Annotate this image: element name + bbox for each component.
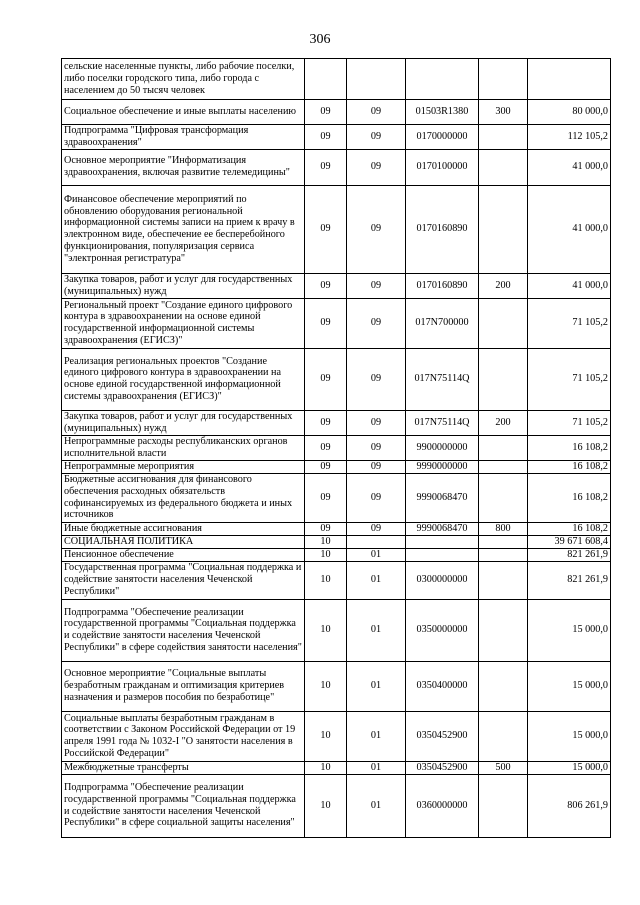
cell-c4: 017N75114Q <box>406 410 479 435</box>
cell-amount: 821 261,9 <box>528 548 611 561</box>
cell-c2: 09 <box>305 273 347 298</box>
cell-c3: 09 <box>347 125 406 150</box>
cell-amount: 15 000,0 <box>528 661 611 711</box>
budget-table <box>61 58 611 838</box>
table-row <box>62 774 611 837</box>
cell-c3: 09 <box>347 149 406 185</box>
cell-name: Реализация региональных проектов "Создание единого цифрового контура в здравоохранении на основе единой государственной информационной системы здравоохранения (ЕГИСЗ)" <box>62 348 305 410</box>
cell-c4: 0350452900 <box>406 711 479 761</box>
cell-c4 <box>406 535 479 548</box>
table-row <box>62 298 611 348</box>
page-number: 306 <box>309 32 331 47</box>
cell-amount: 806 261,9 <box>528 774 611 837</box>
cell-c4: 0170160890 <box>406 185 479 273</box>
cell-c4: 0300000000 <box>406 561 479 599</box>
cell-c5: 800 <box>479 522 528 535</box>
table-row <box>62 599 611 661</box>
cell-c2: 10 <box>305 548 347 561</box>
table-row <box>62 561 611 599</box>
cell-c4: 9990068470 <box>406 522 479 535</box>
cell-c4: 017N700000 <box>406 298 479 348</box>
cell-amount: 15 000,0 <box>528 711 611 761</box>
cell-c5 <box>479 149 528 185</box>
cell-c3: 01 <box>347 761 406 774</box>
cell-c2: 10 <box>305 761 347 774</box>
table-row <box>62 185 611 273</box>
cell-name: Региональный проект "Создание единого цифрового контура в здравоохранении на основе единой государственной информационной системы здравоохранения (ЕГИСЗ)" <box>62 298 305 348</box>
budget-table-body <box>62 59 611 838</box>
cell-c2: 10 <box>305 561 347 599</box>
cell-name: Основное мероприятие "Информатизация здравоохранения, включая развитие телемедицины" <box>62 149 305 185</box>
cell-c5 <box>479 460 528 473</box>
cell-c4: 0170100000 <box>406 149 479 185</box>
cell-c5: 200 <box>479 273 528 298</box>
cell-c3: 01 <box>347 711 406 761</box>
cell-c5 <box>479 185 528 273</box>
cell-amount: 16 108,2 <box>528 473 611 522</box>
cell-c3: 09 <box>347 273 406 298</box>
cell-c4: 9900000000 <box>406 435 479 460</box>
cell-name: Подпрограмма "Обеспечение реализации государственной программы "Социальная поддержка и содействие занятости населения Чеченской Республики" в сфере социальной защиты населения" <box>62 774 305 837</box>
cell-c5: 500 <box>479 761 528 774</box>
cell-c4 <box>406 548 479 561</box>
cell-c5 <box>479 599 528 661</box>
table-row <box>62 473 611 522</box>
cell-c3: 09 <box>347 522 406 535</box>
table-row <box>62 548 611 561</box>
cell-c2: 10 <box>305 774 347 837</box>
cell-c4 <box>406 59 479 100</box>
cell-c4: 9990068470 <box>406 473 479 522</box>
table-row <box>62 535 611 548</box>
cell-name: Закупка товаров, работ и услуг для государственных (муниципальных) нужд <box>62 410 305 435</box>
table-row <box>62 435 611 460</box>
cell-name: Иные бюджетные ассигнования <box>62 522 305 535</box>
cell-c4: 0170000000 <box>406 125 479 150</box>
table-row <box>62 273 611 298</box>
cell-amount: 41 000,0 <box>528 273 611 298</box>
cell-c5 <box>479 298 528 348</box>
cell-name: Пенсионное обеспечение <box>62 548 305 561</box>
cell-c5 <box>479 59 528 100</box>
cell-c3: 09 <box>347 435 406 460</box>
cell-c2: 09 <box>305 460 347 473</box>
cell-name: Бюджетные ассигнования для финансового обеспечения расходных обязательств софинансируемых из федерального бюджета и иных источников <box>62 473 305 522</box>
cell-c4: 017N75114Q <box>406 348 479 410</box>
cell-amount: 41 000,0 <box>528 185 611 273</box>
table-row <box>62 522 611 535</box>
cell-amount: 821 261,9 <box>528 561 611 599</box>
cell-amount: 71 105,2 <box>528 410 611 435</box>
cell-c2 <box>305 59 347 100</box>
cell-c2: 10 <box>305 661 347 711</box>
cell-amount: 71 105,2 <box>528 298 611 348</box>
cell-c4: 0360000000 <box>406 774 479 837</box>
cell-c4: 0350000000 <box>406 599 479 661</box>
cell-name: Социальное обеспечение и иные выплаты населению <box>62 100 305 125</box>
cell-name: Основное мероприятие "Социальные выплаты безработным гражданам и оптимизация критериев назначения и размеров пособия по безработице" <box>62 661 305 711</box>
cell-c2: 09 <box>305 435 347 460</box>
cell-name: Подпрограмма "Цифровая трансформация здравоохранения" <box>62 125 305 150</box>
cell-c2: 09 <box>305 298 347 348</box>
table-row <box>62 348 611 410</box>
cell-c5: 300 <box>479 100 528 125</box>
cell-c2: 10 <box>305 711 347 761</box>
cell-c5: 200 <box>479 410 528 435</box>
cell-c5 <box>479 661 528 711</box>
cell-c5 <box>479 548 528 561</box>
cell-c5 <box>479 125 528 150</box>
cell-c4: 01503R1380 <box>406 100 479 125</box>
cell-c5 <box>479 561 528 599</box>
cell-c3 <box>347 535 406 548</box>
cell-c3: 09 <box>347 473 406 522</box>
cell-c2: 10 <box>305 599 347 661</box>
cell-amount: 16 108,2 <box>528 522 611 535</box>
cell-amount: 112 105,2 <box>528 125 611 150</box>
cell-amount: 15 000,0 <box>528 599 611 661</box>
cell-c2: 09 <box>305 473 347 522</box>
cell-c4: 9990000000 <box>406 460 479 473</box>
cell-amount: 39 671 608,4 <box>528 535 611 548</box>
table-row <box>62 410 611 435</box>
cell-c3: 09 <box>347 410 406 435</box>
cell-c3: 09 <box>347 460 406 473</box>
cell-c3: 09 <box>347 298 406 348</box>
cell-c3: 01 <box>347 661 406 711</box>
cell-c2: 09 <box>305 185 347 273</box>
cell-c5 <box>479 473 528 522</box>
cell-name: Государственная программа "Социальная поддержка и содействие занятости населения Чеченской Республики" <box>62 561 305 599</box>
cell-name: Непрограммные расходы республиканских органов исполнительной власти <box>62 435 305 460</box>
cell-name: СОЦИАЛЬНАЯ ПОЛИТИКА <box>62 535 305 548</box>
cell-c3: 09 <box>347 100 406 125</box>
cell-amount: 41 000,0 <box>528 149 611 185</box>
cell-c3: 09 <box>347 185 406 273</box>
cell-c5 <box>479 435 528 460</box>
cell-amount: 16 108,2 <box>528 460 611 473</box>
cell-c3: 01 <box>347 774 406 837</box>
table-row <box>62 460 611 473</box>
cell-c2: 09 <box>305 125 347 150</box>
table-row <box>62 761 611 774</box>
table-row <box>62 125 611 150</box>
table-row <box>62 149 611 185</box>
cell-c3: 01 <box>347 561 406 599</box>
cell-c3: 01 <box>347 599 406 661</box>
cell-c2: 09 <box>305 348 347 410</box>
cell-amount: 16 108,2 <box>528 435 611 460</box>
cell-name: сельские населенные пункты, либо рабочие поселки, либо поселки городского типа, либо города с населением до 50 тысяч человек <box>62 59 305 100</box>
table-row <box>62 711 611 761</box>
cell-name: Финансовое обеспечение мероприятий по обновлению оборудования региональной информационной системы записи на прием к врачу в электронном виде, обеспечение ее бесперебойного функционирования, популяризация сервиса "электронная регистратура" <box>62 185 305 273</box>
cell-c4: 0350452900 <box>406 761 479 774</box>
table-row <box>62 100 611 125</box>
cell-c3: 01 <box>347 548 406 561</box>
cell-amount <box>528 59 611 100</box>
cell-c2: 10 <box>305 535 347 548</box>
cell-name: Непрограммные мероприятия <box>62 460 305 473</box>
cell-c5 <box>479 535 528 548</box>
cell-c5 <box>479 348 528 410</box>
cell-c5 <box>479 774 528 837</box>
cell-c2: 09 <box>305 100 347 125</box>
cell-c2: 09 <box>305 410 347 435</box>
cell-c3 <box>347 59 406 100</box>
cell-c5 <box>479 711 528 761</box>
table-row <box>62 59 611 100</box>
cell-c2: 09 <box>305 522 347 535</box>
cell-amount: 80 000,0 <box>528 100 611 125</box>
cell-c3: 09 <box>347 348 406 410</box>
cell-amount: 15 000,0 <box>528 761 611 774</box>
cell-c4: 0350400000 <box>406 661 479 711</box>
cell-amount: 71 105,2 <box>528 348 611 410</box>
cell-name: Социальные выплаты безработным гражданам в соответствии с Законом Российской Федерации от 19 апреля 1991 года № 1032-I "О занятости населения в Российской Федерации" <box>62 711 305 761</box>
cell-c4: 0170160890 <box>406 273 479 298</box>
table-row <box>62 661 611 711</box>
cell-name: Закупка товаров, работ и услуг для государственных (муниципальных) нужд <box>62 273 305 298</box>
cell-c2: 09 <box>305 149 347 185</box>
cell-name: Межбюджетные трансферты <box>62 761 305 774</box>
cell-name: Подпрограмма "Обеспечение реализации государственной программы "Социальная поддержка и содействие занятости населения Чеченской Республики" в сфере содействия занятости населения" <box>62 599 305 661</box>
